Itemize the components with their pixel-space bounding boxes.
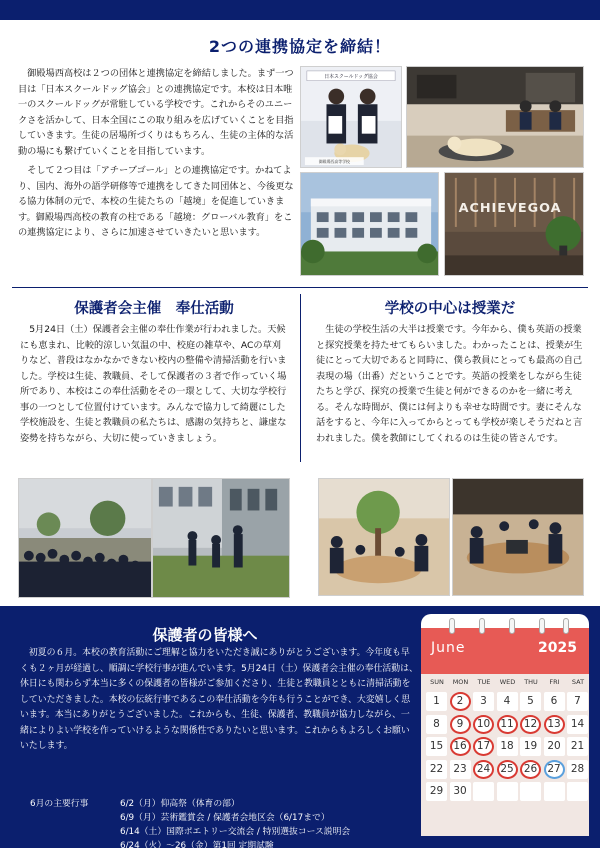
section1-paragraph-2: そして２つ目は「アチーブゴール」との連携協定です。かねてより、国内、海外の語学研修等で連携をしてきた同団体と、今後更なる協力体制の元で、本校の生徒たちの「越境」を促進していきます。御殿場西高校の教育の柱である「越境：グローバル教育」をこの連携協定により、さらに加速させていきたいと思います。 (18, 165, 294, 238)
schedule-item: 6/9（月）芸術鑑賞会 / 保護者会地区会（6/17まで） (120, 813, 330, 823)
photo-classroom-discussion (318, 478, 450, 596)
calendar-day-cell: 7 (567, 692, 588, 711)
calendar-day-cell: 20 (544, 737, 565, 756)
calendar-day-cell: 22 (426, 760, 447, 779)
calendar-weekday: SUN (430, 678, 444, 686)
calendar-day-cell (544, 782, 565, 801)
calendar-day-cell: 10 (473, 715, 494, 734)
calendar-day-cell: 25 (497, 760, 518, 779)
section1-title: 2つの連携協定を締結！ (208, 37, 392, 56)
parents-message-title: 保護者の皆様へ (152, 626, 258, 644)
schedule-item: 6/24（火）～26（金）第1回 定期試験 (120, 841, 274, 851)
calendar-weekday: THU (524, 678, 538, 686)
calendar-day-cell: 17 (473, 737, 494, 756)
calendar-day-cell: 15 (426, 737, 447, 756)
section1-body (18, 66, 300, 241)
photo-school-building (300, 172, 439, 276)
section3-paragraph: 生徒の学校生活の大半は授業です。今年から、僕も英語の授業と探究授業を持たせてもらいました。わかったことは、授業が生徒にとって大切であると同時に、僕ら教員にとっても最高の自己表現の場（出番）だということです。英語の授業をしながら生徒たちと学び、探究の授業で生徒と何ができるのかを一緒に考える。そんな時間が、僕には何よりも幸せな時間です。妻にそんな話をすると、今年に入ってからとっても学校が楽しそうだねと言われました。僕を教師にしてくれるのは生徒の皆さんです。 (316, 324, 583, 444)
calendar-ring-icon (449, 618, 455, 634)
photo-students-laptops (452, 478, 584, 596)
calendar-day-cell (497, 782, 518, 801)
calendar-ring-icon (509, 618, 515, 634)
calendar-weekday: SAT (571, 678, 585, 686)
calendar-day-cell: 16 (450, 737, 471, 756)
divider-1 (12, 287, 588, 288)
calendar-day-cell: 30 (450, 782, 471, 801)
calendar-weekday: MON (452, 678, 469, 686)
top-banner-bar (0, 0, 600, 20)
calendar-day-cell (567, 782, 588, 801)
section3-title: 学校の中心は授業だ (384, 301, 516, 317)
calendar-day-cell: 4 (497, 692, 518, 711)
photo-caption-text: 御殿場西高等学校 (318, 159, 350, 165)
calendar-month: June (431, 640, 466, 656)
calendar-weekday: WED (499, 678, 516, 686)
calendar-day-cell: 18 (497, 737, 518, 756)
calendar-day-cell: 14 (567, 715, 588, 734)
calendar-day-cell: 27 (544, 760, 565, 779)
calendar-day-cell (520, 782, 541, 801)
calendar-day-cell: 21 (567, 737, 588, 756)
calendar-day-cell: 28 (567, 760, 588, 779)
calendar-grid (421, 674, 589, 836)
calendar-day-cell: 11 (497, 715, 518, 734)
photo-signing-ceremony (300, 66, 402, 168)
schedule-label: 6月の主要行事 (30, 799, 89, 809)
section2-body (20, 322, 288, 446)
calendar-day-cell: 8 (426, 715, 447, 734)
calendar-weekday: FRI (549, 678, 560, 686)
calendar-day-cell: 19 (520, 737, 541, 756)
schedule-item: 6/27（金）生徒休業日 (120, 855, 211, 865)
calendar-ring-icon (479, 618, 485, 634)
calendar-day-cell: 9 (450, 715, 471, 734)
calendar-weekday: TUE (477, 678, 491, 686)
photo-logo-text: ACHIEVEGOA (458, 201, 562, 217)
calendar-day-cell: 29 (426, 782, 447, 801)
calendar-day-cell (473, 782, 494, 801)
photo-students-gathering (18, 478, 152, 598)
calendar-day-cell: 6 (544, 692, 565, 711)
calendar-day-cell: 26 (520, 760, 541, 779)
photo-achievegoal-office (444, 172, 584, 276)
calendar-ring-icon (539, 618, 545, 634)
june-calendar (421, 614, 589, 836)
parents-message-body: 初夏の６月。本校の教育活動にご理解と協力をいただき誠にありがとうございます。今年度も早くも２ヶ月が経過し、順調に学校行事が進んでいます。5月24日（土）保護者会主催の奉仕活動は、休日にも関わらず本当に多くの保護者の皆様がご参加くださり、生徒と教職員とともに清掃活動をしていただきました。本校の伝統行事であるこの奉仕活動を今年も行うことができ、大変嬉しく思います。本当にありがとうございました。これからも、生徒、保護者、教職員が協力しながら、一緒によりよい学校を作っていけるような関係性でありたいと思います。これからもよろしくお願いいたします。 (20, 648, 418, 751)
calendar-year: 2025 (538, 640, 577, 656)
photo-dog-classroom (406, 66, 584, 168)
calendar-ring-icon (563, 618, 569, 634)
section2-title: 保護者会主催 奉仕活動 (74, 301, 234, 317)
section2-paragraph: 5月24日（土）保護者会主催の奉仕作業が行われました。天候にも恵まれ、比較的涼しい気温の中、校庭の雑草や、ACの草刈りなど、普段はなかなかできない校内の整備や清掃活動を行いました。学校は生徒、教職員、そして保護者の３者で作っていく場所であり、本校はこの奉仕活動をその一環として、大切な学校行事の一つとして位置付けています。みんなで協力して綺麗にした学校施設を、生徒と教職員の私たちは、感謝の気持ちと、謙虚な姿勢を持ちながら、大切に使っていきましょう。 (20, 324, 287, 444)
calendar-day-cell: 12 (520, 715, 541, 734)
calendar-day-cell: 5 (520, 692, 541, 711)
calendar-day-cell: 13 (544, 715, 565, 734)
schedule-item: 6/2（月）仰高祭（体育の部） (120, 799, 240, 809)
photo-sign-text: 日本スクールドッグ協会 (324, 73, 378, 80)
section1-paragraph-1: 御殿場西高校は２つの団体と連携協定を締結しました。まず一つ目は「日本スクールドッグ協会」との連携協定です。本校は日本唯一のスクールドッグが常駐している学校です。これからそのユニークさを活かして、日本全国にこの取り組みを広げていくことを目指していきます。生徒の居場所づくりはもちろん、生徒の主体的な活動の場にも繋げていくことを目指しています。 (18, 68, 294, 157)
calendar-day-cell: 23 (450, 760, 471, 779)
calendar-day-cell: 24 (473, 760, 494, 779)
divider-vertical (300, 294, 301, 462)
calendar-day-cell: 2 (450, 692, 471, 711)
schedule-item: 6/14（土）国際ポエトリー交流会 / 特別選抜コース説明会 (120, 827, 351, 837)
calendar-day-cell: 1 (426, 692, 447, 711)
section3-body (316, 322, 584, 446)
calendar-day-cell: 3 (473, 692, 494, 711)
photo-cleaning-activity (152, 478, 290, 598)
